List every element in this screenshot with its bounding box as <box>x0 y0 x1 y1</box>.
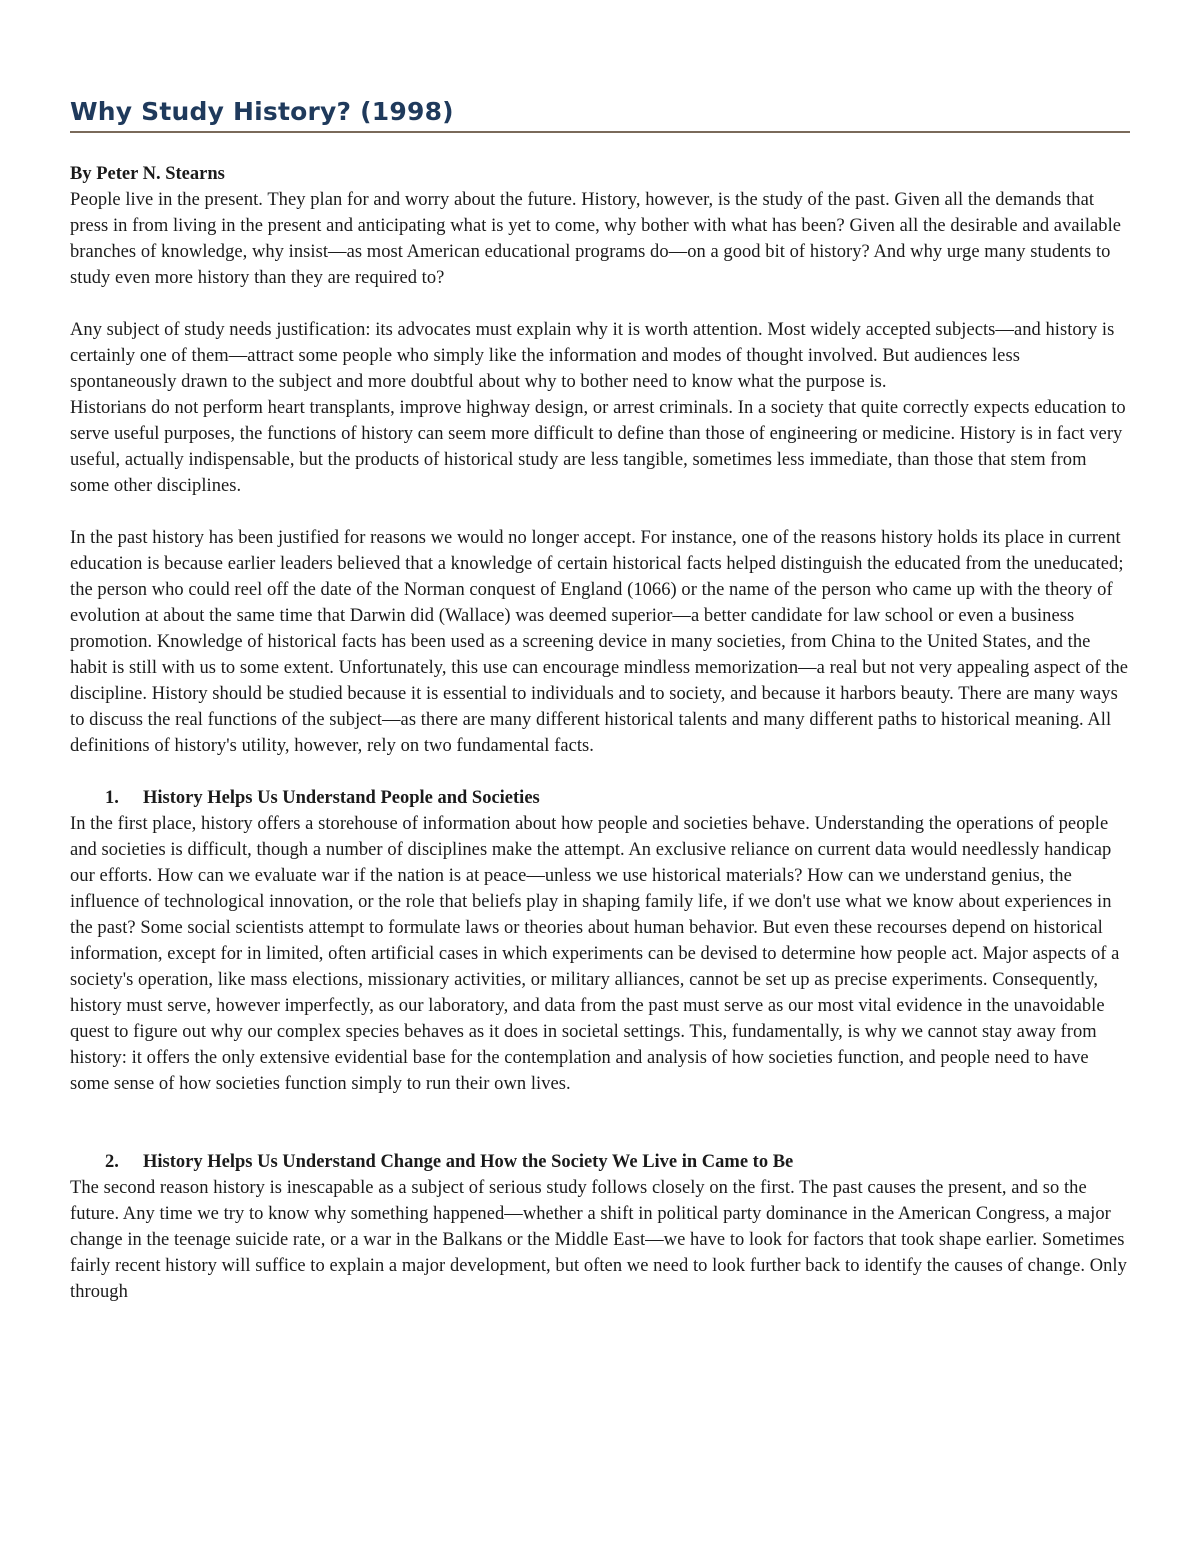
intro-paragraph: Any subject of study needs justification: its advocates must explain why it is worth attention. Most widely accepted subjects—and history is certainly one of them—attract some people who simply like the information and modes of thought involved. But audiences less spontaneously drawn to the subject and more doubtful about why to bother need to know what the purpose is. <box>70 320 1115 392</box>
title-underline-rule <box>70 131 1130 133</box>
paragraph-spacer <box>70 499 1130 525</box>
section-number: 1. <box>105 788 119 808</box>
paragraph-spacer <box>70 759 1130 785</box>
section-heading-text: History Helps Us Understand People and Societies <box>143 788 540 808</box>
paragraph-spacer <box>70 291 1130 317</box>
intro-paragraph: Historians do not perform heart transplants, improve highway design, or arrest criminals. In a society that quite correctly expects education to serve useful purposes, the functions of history can seem more difficult to define than those of engineering or medicine. History is in fact very useful, actually indispensable, but the products of historical study are less tangible, sometimes less immediate, than those that stem from some other disciplines. <box>70 398 1126 496</box>
intro-paragraph: People live in the present. They plan for and worry about the future. History, however, is the study of the past. Given all the demands that press in from living in the present and anticipating what is yet to come, why bother with what has been? Given all the desirable and available branches of knowledge, why insist—as most American educational programs do—on a good bit of history? And why urge many students to study even more history than they are required to? <box>70 190 1122 288</box>
section-heading <box>70 1149 1130 1175</box>
intro-paragraph: In the past history has been justified for reasons we would no longer accept. For instance, one of the reasons history holds its place in current education is because earlier leaders believed that a knowledge of certain historical facts helped distinguish the educated from the uneducated; the person who could reel off the date of the Norman conquest of England (1066) or the name of the person who came up with the theory of evolution at about the same time that Darwin did (Wallace) was deemed superior—a better candidate for law school or even a business promotion. Knowledge of historical facts has been used as a screening device in many societies, from China to the United States, and the habit is still with us to some extent. Unfortunately, this use can encourage mindless memorization—a real but not very appealing aspect of the discipline. History should be studied because it is essential to individuals and to society, and because it harbors beauty. There are many ways to discuss the real functions of the subject—as there are many different historical talents and many different paths to historical meaning. All definitions of history's utility, however, rely on two fundamental facts. <box>70 528 1129 756</box>
section-number: 2. <box>105 1152 119 1172</box>
section-body: In the first place, history offers a storehouse of information about how people and societies behave. Understanding the operations of people and societies is difficult, though a number of disciplines make the attempt. An exclusive reliance on current data would needlessly handicap our efforts. How can we evaluate war if the nation is at peace—unless we use historical materials? How can we understand genius, the influence of technological innovation, or the role that beliefs play in shaping family life, if we don't use what we know about experiences in the past? Some social scientists attempt to formulate laws or theories about human behavior. But even these recourses depend on historical information, except for in limited, often artificial cases in which experiments can be devised to determine how people act. Major aspects of a society's operation, like mass elections, missionary activities, or military alliances, cannot be set up as precise experiments. Consequently, history must serve, however imperfectly, as our laboratory, and data from the past must serve as our most vital evidence in the unavoidable quest to figure out why our complex species behaves as it does in societal settings. This, fundamentally, is why we cannot stay away from history: it offers the only extensive evidential base for the contemplation and analysis of how societies function, and people need to have some sense of how societies function simply to run their own lives. <box>70 814 1120 1094</box>
section-heading <box>70 785 1130 811</box>
document-title: Why Study History? (1998) <box>70 97 454 126</box>
paragraph-spacer <box>70 1097 1130 1149</box>
section-heading-text: History Helps Us Understand Change and How the Society We Live in Came to Be <box>143 1152 794 1172</box>
author-byline: By Peter N. Stearns <box>70 164 225 184</box>
section-body: The second reason history is inescapable as a subject of serious study follows closely on the first. The past causes the present, and so the future. Any time we try to know why something happened—whether a shift in political party dominance in the American Congress, a major change in the teenage suicide rate, or a war in the Balkans or the Middle East—we have to look for factors that took shape earlier. Sometimes fairly recent history will suffice to explain a major development, but often we need to look further back to identify the causes of change. Only through <box>70 1178 1127 1302</box>
